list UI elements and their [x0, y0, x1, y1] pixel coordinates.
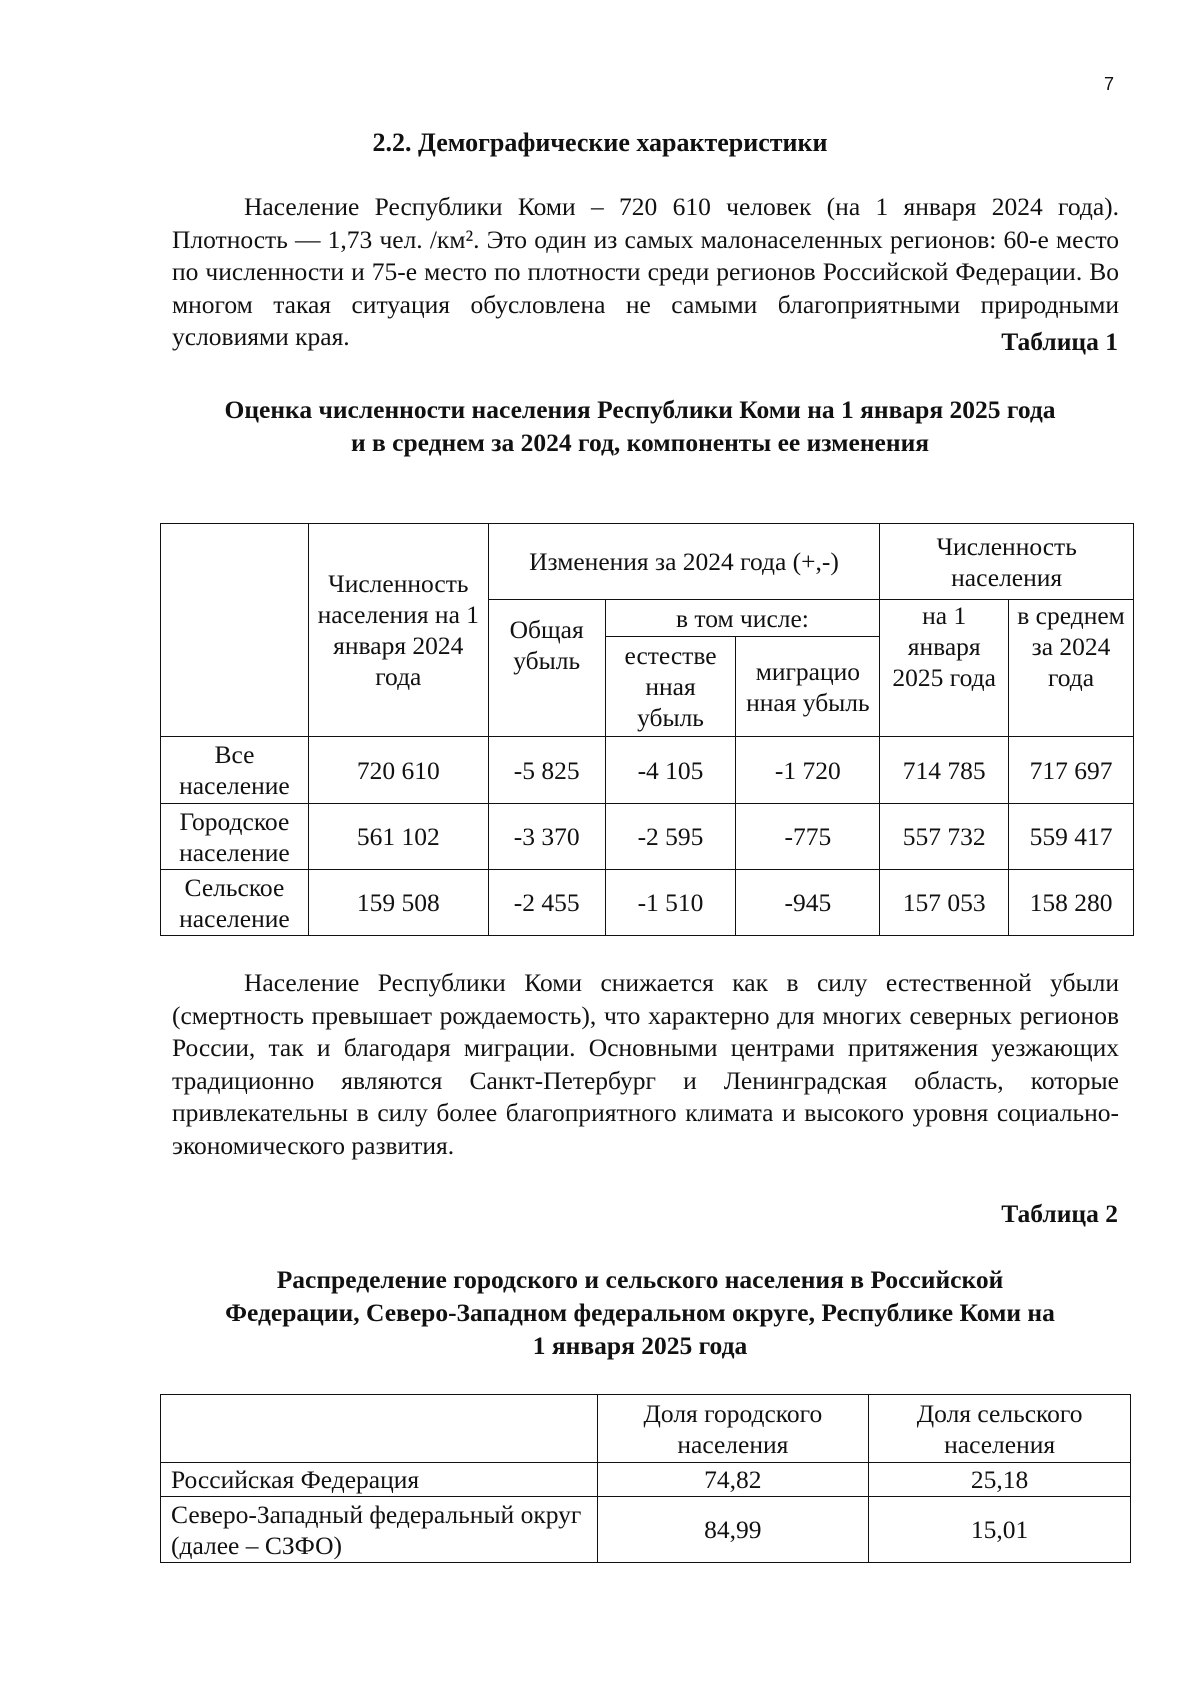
table1-caption-line1: Оценка численности населения Республики Коми на 1 января 2025 года: [224, 395, 1056, 424]
population-table: [160, 523, 1134, 936]
cell-pop-2024: 561 102: [308, 804, 488, 870]
cell-average: 717 697: [1009, 737, 1134, 804]
cell-migration-loss: -775: [736, 804, 880, 870]
table-row: [161, 737, 1134, 804]
cell-urban-share: 84,99: [597, 1497, 869, 1563]
cell-migration-loss: -945: [736, 870, 880, 936]
row-region: Российская Федерация: [161, 1463, 598, 1497]
urban-rural-table: [160, 1394, 1131, 1563]
table-row: [161, 1463, 1131, 1497]
table2-caption: [160, 1263, 1120, 1362]
header-average-2024: в среднем за 2024 года: [1009, 600, 1134, 737]
cell-pop-2025: 157 053: [880, 870, 1009, 936]
cell-rural-share: 15,01: [869, 1497, 1131, 1563]
table2-caption-line3: 1 января 2025 года: [532, 1331, 748, 1360]
cell-urban-share: 74,82: [597, 1463, 869, 1497]
cell-average: 158 280: [1009, 870, 1134, 936]
header-total-loss: Общая убыль: [488, 600, 605, 737]
header-migration-loss: миграцио нная убыль: [736, 637, 880, 737]
cell-total-loss: -3 370: [488, 804, 605, 870]
row-label: Сельское население: [161, 870, 309, 936]
paragraph-decline-text: Население Республики Коми снижается как в силу естественной убыли (смертность превышает рождаемость), что характерно для многих северных регионов России, так и благодаря миграции. Основными центрами притяжения уезжающих традиционно являются Санкт-Петербург и Ленинградская область, которые привлекательны в силу более благоприятного климата и высокого уровня социально-экономического развития.: [172, 968, 1119, 1160]
paragraph-decline: [172, 967, 1119, 1162]
table2-corner-cell: [161, 1395, 598, 1463]
section-title: 2.2. Демографические характеристики: [372, 128, 828, 157]
cell-natural-loss: -1 510: [605, 870, 736, 936]
header-including: в том числе:: [605, 600, 880, 637]
cell-pop-2025: 557 732: [880, 804, 1009, 870]
header-population-2024: Численность населения на 1 января 2024 года: [308, 524, 488, 737]
table-row: [161, 870, 1134, 936]
table1-corner-cell: [161, 524, 309, 737]
table2-label: Таблица 2: [1001, 1199, 1118, 1228]
paragraph-population-text: Население Республики Коми – 720 610 человек (на 1 января 2024 года). Плотность — 1,73 чел. /км². Это один из самых малонаселенных регионов: 60-е место по численности и 75-е место по плотности среди регионов Российской Федерации. Во многом такая ситуация обусловлена не самыми благоприятными природными условиями края.: [172, 192, 1119, 351]
cell-pop-2024: 720 610: [308, 737, 488, 804]
row-region: Северо-Западный федеральный округ (далее – СЗФО): [161, 1497, 598, 1563]
row-label: Городское население: [161, 804, 309, 870]
header-natural-loss: естестве нная убыль: [605, 637, 736, 737]
paragraph-population: [172, 191, 1119, 354]
table2-caption-line1: Распределение городского и сельского населения в Российской: [276, 1265, 1004, 1294]
header-population-end: Численность населения: [880, 524, 1134, 600]
table1-label: Таблица 1: [1001, 327, 1118, 356]
table2-caption-line2: Федерации, Северо-Западном федеральном округе, Республике Коми на: [225, 1298, 1055, 1327]
row-label: Все население: [161, 737, 309, 804]
table1-caption-line2: и в среднем за 2024 год, компоненты ее изменения: [350, 428, 930, 457]
cell-pop-2024: 159 508: [308, 870, 488, 936]
cell-total-loss: -2 455: [488, 870, 605, 936]
page-number: 7: [1104, 74, 1115, 94]
cell-total-loss: -5 825: [488, 737, 605, 804]
header-rural-share: Доля сельского населения: [869, 1395, 1131, 1463]
header-urban-share: Доля городского населения: [597, 1395, 869, 1463]
cell-migration-loss: -1 720: [736, 737, 880, 804]
table1-caption: [160, 393, 1120, 459]
cell-average: 559 417: [1009, 804, 1134, 870]
header-pop-jan-2025: на 1 января 2025 года: [880, 600, 1009, 737]
table-row: [161, 804, 1134, 870]
cell-rural-share: 25,18: [869, 1463, 1131, 1497]
header-changes: Изменения за 2024 года (+,-): [488, 524, 880, 600]
cell-pop-2025: 714 785: [880, 737, 1009, 804]
table-row: [161, 1497, 1131, 1563]
cell-natural-loss: -2 595: [605, 804, 736, 870]
cell-natural-loss: -4 105: [605, 737, 736, 804]
